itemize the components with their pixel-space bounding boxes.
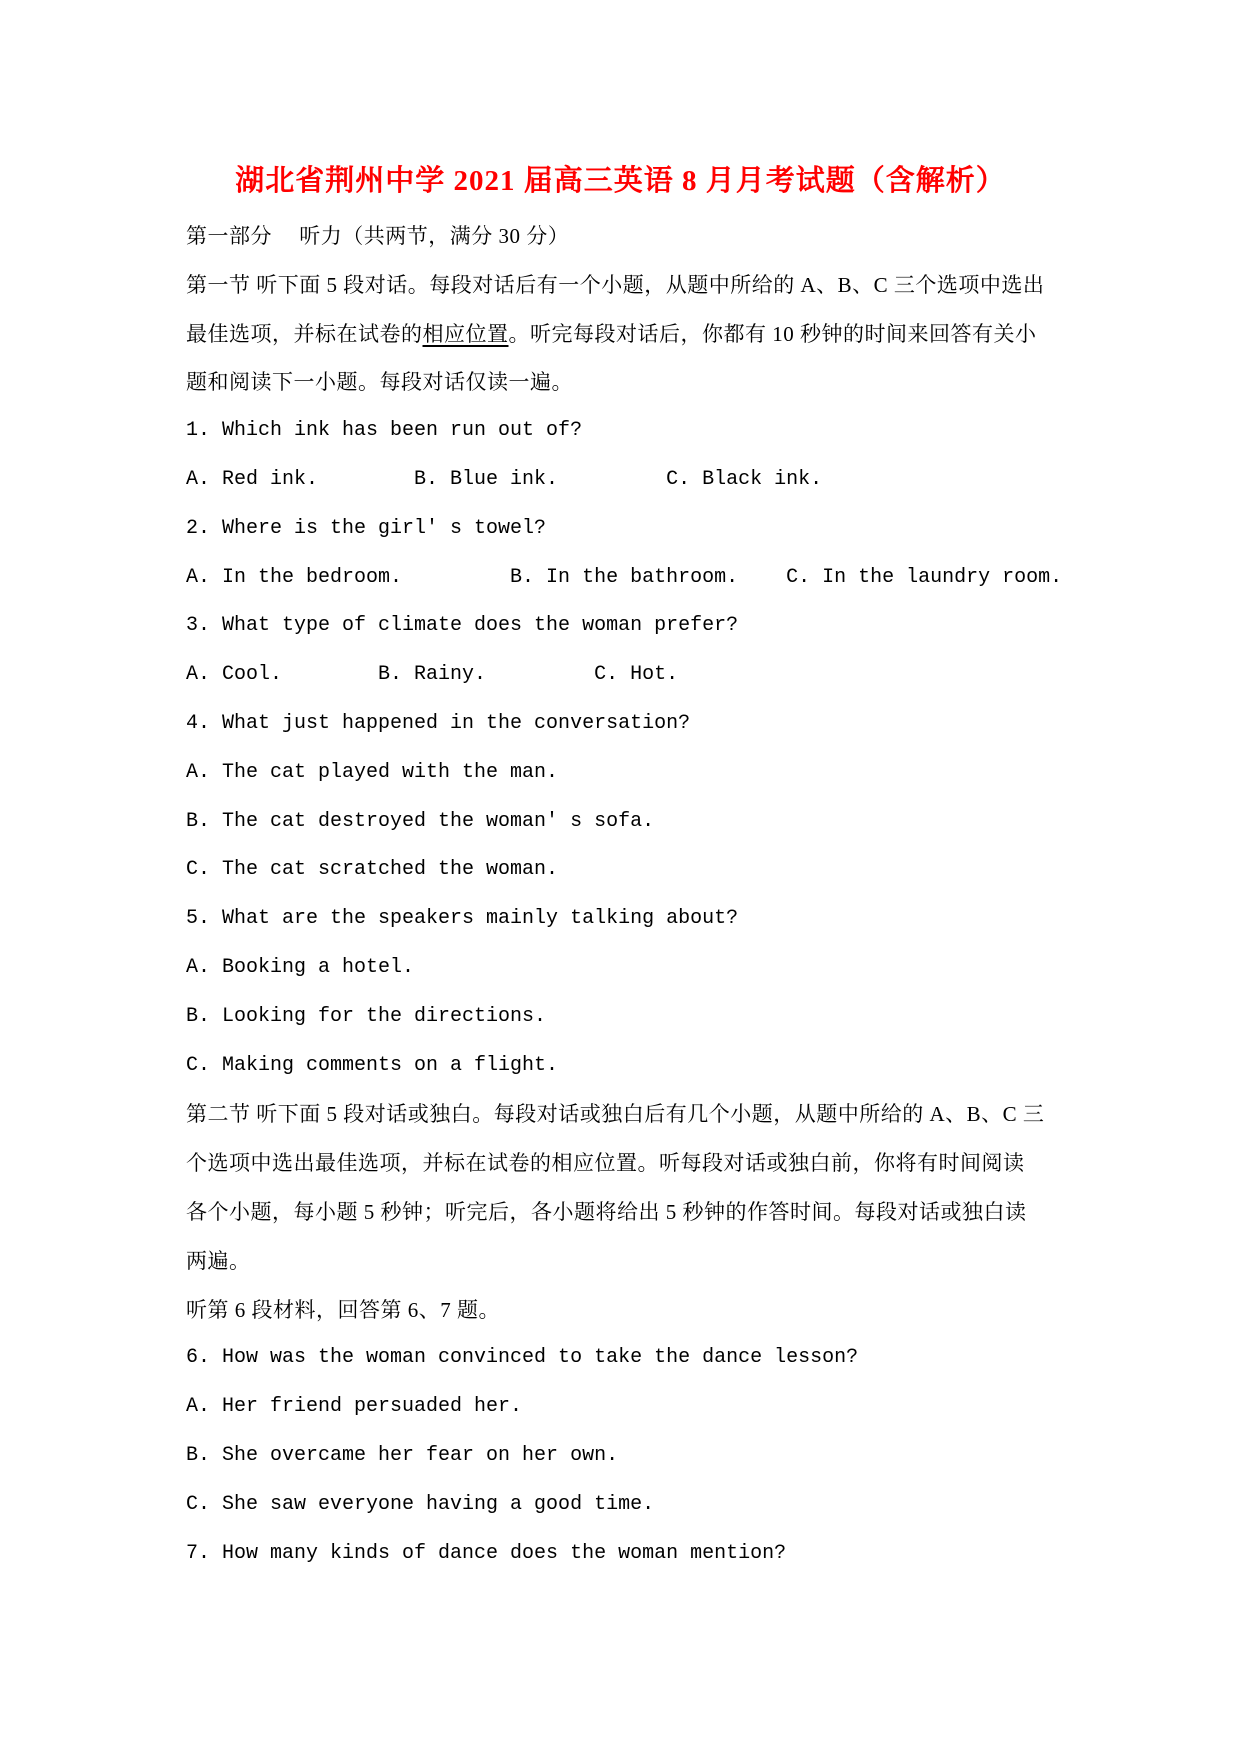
document-title: 湖北省荆州中学 2021 届高三英语 8 月月考试题（含解析） xyxy=(235,165,1006,197)
question-2-options: A. In the bedroom. B. In the bathroom. C. In the laundry room. xyxy=(186,565,1063,589)
question-4-option-b: B. The cat destroyed the woman' s sofa. xyxy=(186,809,655,833)
question-4-option-a: A. The cat played with the man. xyxy=(186,760,559,784)
question-6-option-b: B. She overcame her fear on her own. xyxy=(186,1443,619,1467)
section1-intro-line1: 第一节 听下面 5 段对话。每段对话后有一个小题，从题中所给的 A、B、C 三个选项中选出 xyxy=(186,272,1045,297)
section1-intro-line2-post: 。听完每段对话后，你都有 10 秒钟的时间来回答有关小 xyxy=(508,321,1037,346)
question-5-option-b: B. Looking for the directions. xyxy=(186,1004,547,1028)
question-4-text: 4. What just happened in the conversation? xyxy=(186,711,691,735)
section1-intro-line2 xyxy=(186,310,1066,359)
section2-intro-line1: 第二节 听下面 5 段对话或独白。每段对话或独白后有几个小题，从题中所给的 A、B、C 三 xyxy=(186,1102,1045,1127)
question-6-option-c: C. She saw everyone having a good time. xyxy=(186,1492,655,1516)
section2-intro-line3: 各个小题，每小题 5 秒钟；听完后，各小题将给出 5 秒钟的作答时间。每段对话或独白读 xyxy=(186,1199,1027,1224)
section1-intro-line2-pre: 最佳选项，并标在试卷的 xyxy=(186,321,423,346)
question-7-text: 7. How many kinds of dance does the woman mention? xyxy=(186,1541,787,1565)
section2-intro-line4: 两遍。 xyxy=(186,1248,251,1273)
section1-intro-line3: 题和阅读下一小题。每段对话仅读一遍。 xyxy=(186,370,573,395)
document-body xyxy=(186,212,1066,1578)
question-4-option-c: C. The cat scratched the woman. xyxy=(186,858,559,882)
question-2-text: 2. Where is the girl' s towel? xyxy=(186,516,547,540)
question-3-options: A. Cool. B. Rainy. C. Hot. xyxy=(186,663,679,687)
material-6-lead: 听第 6 段材料，回答第 6、7 题。 xyxy=(186,1297,500,1322)
question-5-option-c: C. Making comments on a flight. xyxy=(186,1053,559,1077)
question-5-option-a: A. Booking a hotel. xyxy=(186,955,415,979)
question-1-options: A. Red ink. B. Blue ink. C. Black ink. xyxy=(186,467,823,491)
question-1-text: 1. Which ink has been run out of? xyxy=(186,419,583,443)
question-6-option-a: A. Her friend persuaded her. xyxy=(186,1395,523,1419)
part1-heading: 第一部分 听力（共两节，满分 30 分） xyxy=(186,224,570,248)
question-6-text: 6. How was the woman convinced to take the dance lesson? xyxy=(186,1346,859,1370)
section2-intro-line2: 个选项中选出最佳选项，并标在试卷的相应位置。听每段对话或独白前，你将有时间阅读 xyxy=(186,1151,1025,1176)
section1-intro-line2-underlined: 相应位置 xyxy=(422,321,509,346)
question-3-text: 3. What type of climate does the woman prefer? xyxy=(186,614,739,638)
question-5-text: 5. What are the speakers mainly talking about? xyxy=(186,907,739,931)
